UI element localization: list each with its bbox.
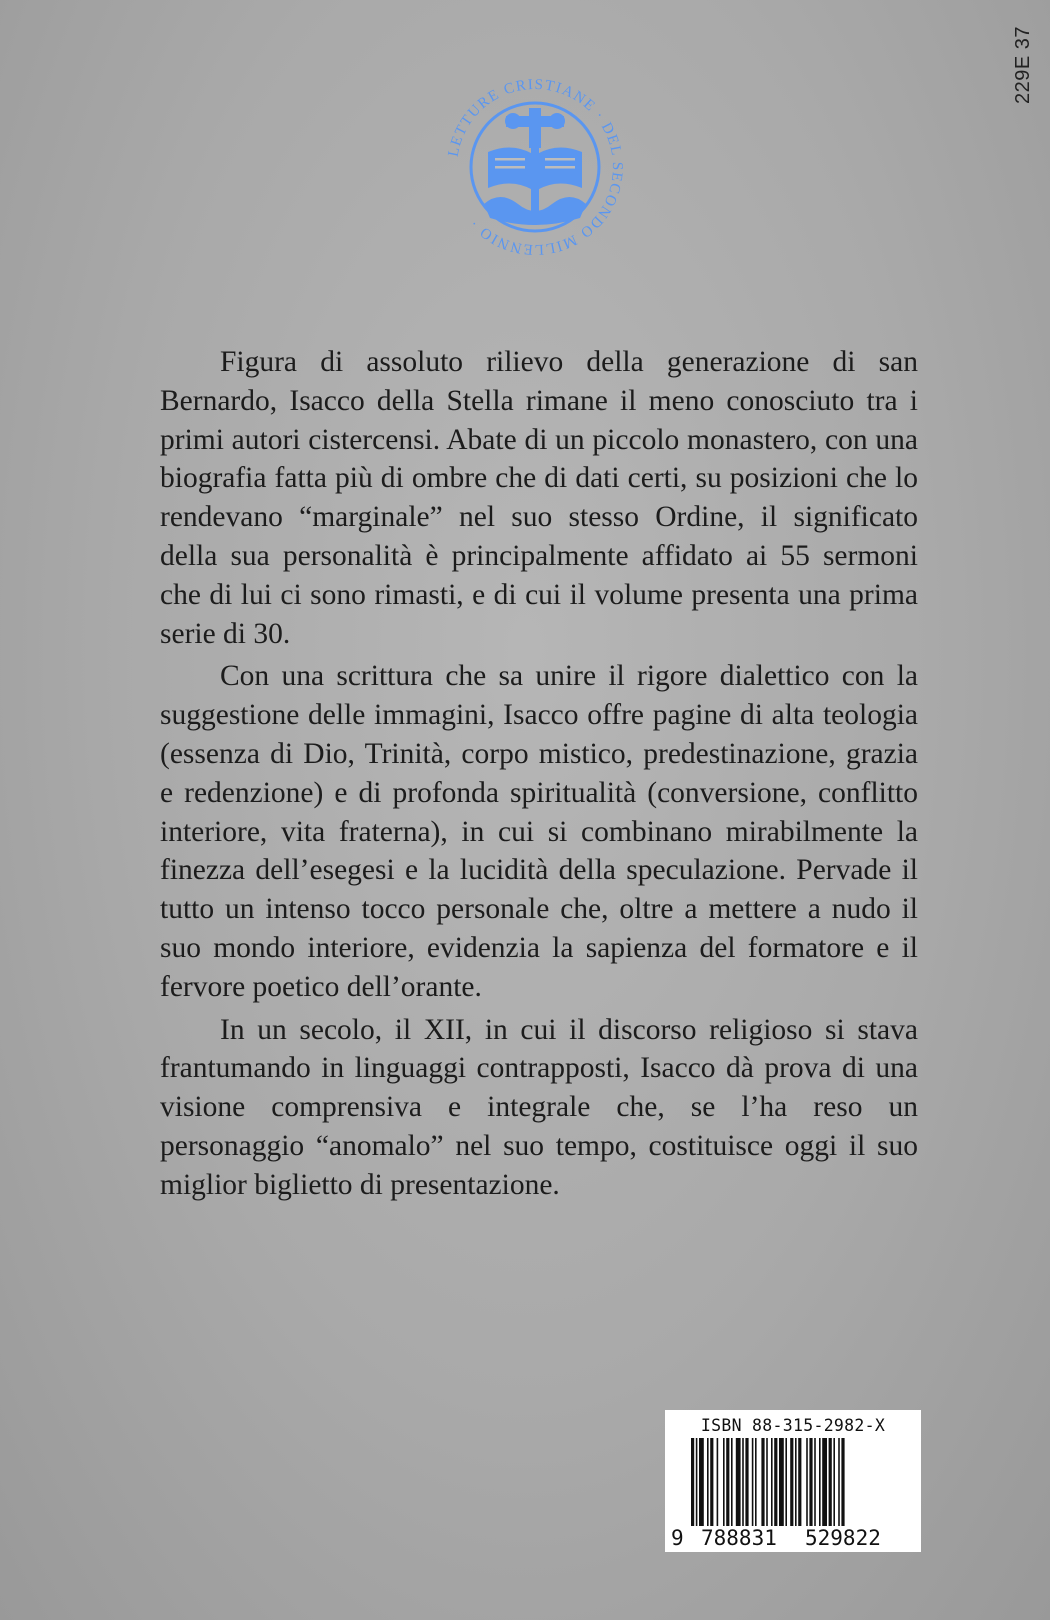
blurb-paragraph: Con una scrittura che sa unire il rigore dialettico con la suggestione delle immagini, Isacco offre pagine di alta teologia (essenza di Dio, Trinità, corpo mistico, predestinazione, grazia e redenzione) e di profonda spiritualità (conversione, conflitto interiore, vita fraterna), in cui si combinano mirabilmente la finezza dell’esegesi e la lucidità della speculazione. Pervade il tutto un intenso tocco personale che, oltre a mettere a nudo il suo mondo interiore, evidenzia la sapienza del formatore e il fervore poetico dell’orante. (160, 660, 918, 1003)
series-seal-logo (440, 72, 630, 262)
barcode-lead-digit: 9 (671, 1526, 684, 1550)
barcode-digit-group-right: 529822 (805, 1526, 881, 1550)
blurb-paragraph: In un secolo, il XII, in cui il discorso religioso si stava frantumando in linguaggi contrapposti, Isacco dà prova di una visione comprensiva e integrale che, se l’ha reso un personaggio “anomalo” nel suo tempo, costituisce oggi il suo miglior biglietto di presentazione. (160, 1013, 918, 1201)
back-cover-blurb (160, 343, 918, 1209)
blurb-paragraph: Figura di assoluto rilievo della generazione di san Bernardo, Isacco della Stella rimane il meno conosciuto tra i primi autori cistercensi. Abate di un piccolo monastero, con una biografia fatta più di ombre che di dati certi, su posizioni che lo rendevano “marginale” nel suo stesso Ordine, il significato della sua personalità è principalmente affidato ai 55 sermoni che di lui ci sono rimasti, e di cui il volume presenta una prima serie di 30. (160, 346, 918, 650)
price-code: 229E 37 (1012, 26, 1034, 105)
svg-text:LETTURE CRISTIANE · DEL SECOND: LETTURE CRISTIANE · DEL SECONDO MILLENNIO · (445, 76, 626, 258)
barcode-digit-group-left: 788831 (701, 1526, 777, 1550)
isbn-barcode (665, 1410, 921, 1552)
isbn-number: ISBN 88-315-2982-X (700, 1416, 886, 1435)
barcode-bars (691, 1438, 901, 1526)
